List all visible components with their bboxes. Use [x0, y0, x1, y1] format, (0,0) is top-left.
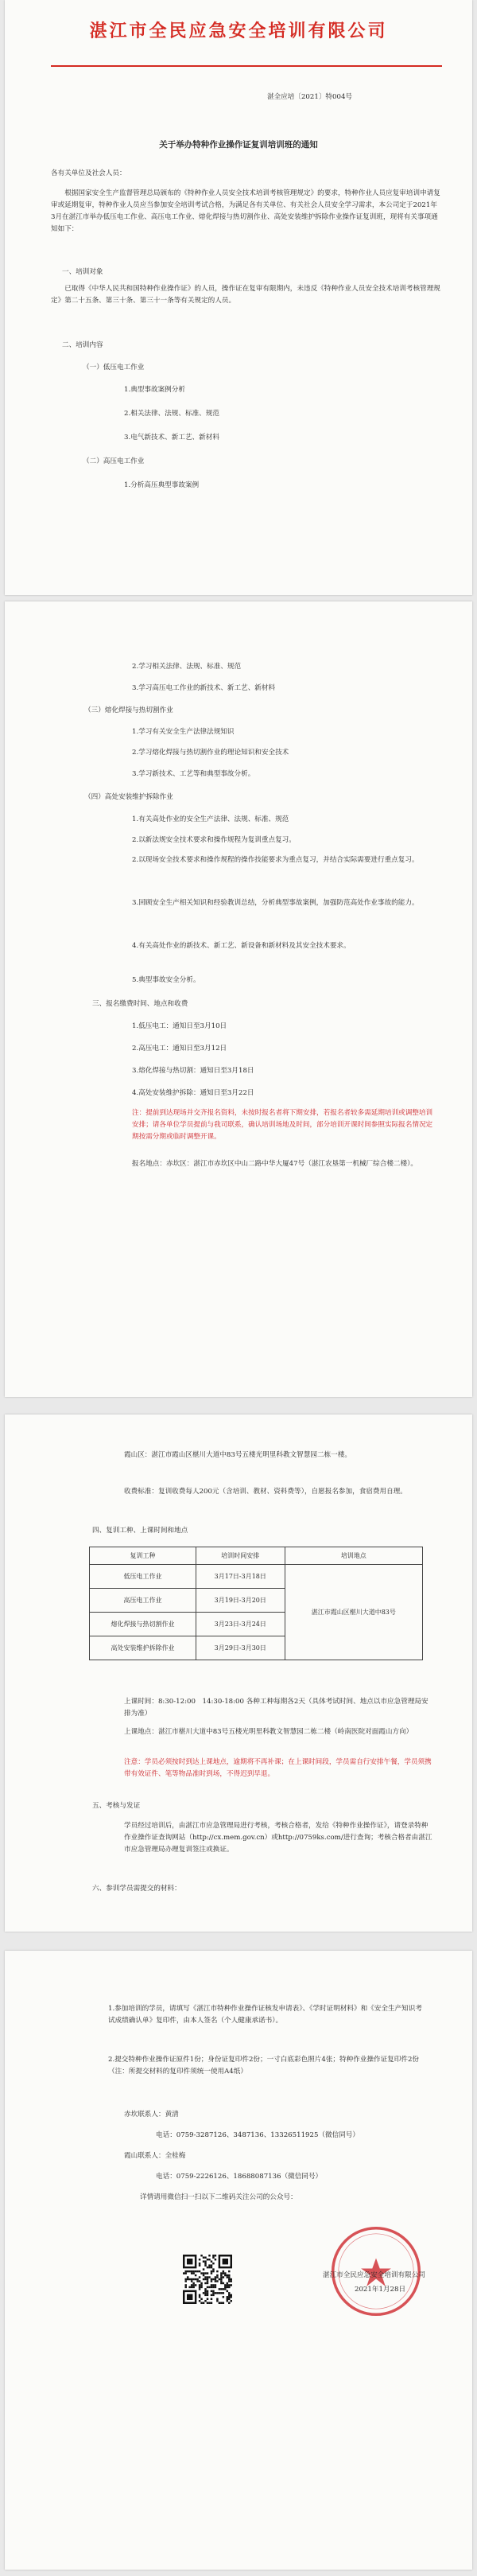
registration-warning: 注：提前到达现场并交齐报名资料，未按时报名者将下期安排，若报名者较多需延期培训或调整培训安排；请各单位学员提前与我司联系，确认培训场地及时间，部分培训开课时间参照实际报名情况定期按需分期或临时调整开课。 [132, 1109, 433, 1141]
p2-subheading-3: （三）熔化焊接与热切割作业 [84, 706, 173, 714]
p2-line-10: 2.以现场安全技术要求和操作规程的操作技能要求为重点复习，并结合实际需要进行重点复习。 [132, 856, 419, 864]
cell-type: 熔化焊接与热切割作业 [90, 1613, 196, 1636]
notice-title: 关于举办特种作业操作证复训培训班的通知 [159, 140, 318, 150]
cell-type: 高压电工作业 [90, 1589, 196, 1613]
cell-type: 高处安装维护拆除作业 [90, 1636, 196, 1660]
table-row [90, 1565, 423, 1589]
section-3-heading: 三、报名缴费时间、地点和收费 [92, 1000, 188, 1008]
p2-line-4: 1.学习有关安全生产法律法规知识 [132, 728, 235, 736]
p2-line-5: 2.学习熔化焊接与热切割作业的理论知识和安全技术 [132, 749, 289, 757]
section-1-heading: 一、培训对象 [62, 268, 103, 276]
section-2a-item-2: 2.相关法律、法规、标准、规范 [124, 410, 219, 418]
p2-line-11: 3.回顾安全生产相关知识和经验教训总结，分析典型事故案例，加强防范高处作业事故的能力。 [132, 899, 419, 907]
section-5-heading: 五、考核与发证 [92, 1802, 141, 1810]
section-1-text: 已取得《中华人民共和国特种作业操作证》的人员，操作证在复审有限期内，未违反《特种作业人员安全技术培训考核管理规定》第二十五条、第三十条、第三十一条等有关规定的人员。 [51, 285, 440, 305]
section-2a-heading: （一）低压电工作业 [83, 364, 145, 372]
fee-standard: 收费标准：复训收费每人200元（含培训、教材、资料费等），自愿报名参加，食宿费用自理。 [124, 1488, 407, 1496]
p2-line-12: 4.有关高处作业的新技术、新工艺、新设备和新材料及其安全技术要求。 [132, 942, 351, 950]
org-letterhead-title: 湛江市全民应急安全培训有限公司 [89, 21, 388, 41]
registration-address-text: 赤坎区：湛江市赤坎区中山二路中华大厦47号（湛江农垦第一机械厂综合楼二楼）。 [165, 1160, 417, 1168]
attendance-notice: 注意：学员必须按时到达上课地点，逾期将不再补课；在上课时间段，学员需自行安排午餐，学员须携带有效证件、笔等物品准时到场，不得迟到早退。 [124, 1758, 432, 1778]
materials-item-2: 2.提交特种作业操作证原件1份；身份证复印件2份；一寸白底彩色照片4张；特种作业操作证复印件2份（注：所提交材料的复印件须统一使用A4纸） [108, 2056, 420, 2076]
cell-time: 3月17日-3月18日 [196, 1565, 285, 1589]
section-2-heading: 二、培训内容 [62, 341, 103, 349]
signature-company: 湛江市全民应急安全培训有限公司 [323, 2271, 425, 2279]
xiashan-address: 霞山区：湛江市霞山区椹川大道中83号五楼光明里科教文智慧园二栋一楼。 [124, 1451, 351, 1459]
p2-line-6: 3.学习新技术、工艺等和典型事故分析。 [132, 770, 255, 778]
deadline-heights: 4.高处安装维护拆除：通知日至3月22日 [132, 1089, 254, 1097]
materials-item-1: 1.参加培训的学员，请填写《湛江市特种作业操作证核发申请表》、《学时证明材料》和《安全生产知识考试成绩确认单》复印件，由本人签名（个人健康承诺书）。 [108, 2005, 422, 2025]
p2-line-2: 3.学习高压电工作业的新技术、新工艺、新材料 [132, 684, 276, 692]
p2-line-8: 1.有关高处作业的安全生产法律、法规、标准、规范 [132, 815, 289, 823]
chikan-contact-phone: 电话：0759-3287126、3487136、13326511925（微信同号） [156, 2131, 359, 2139]
class-time: 上课时间：8:30-12:00 14:30-18:00 各种工种每期各2天（具体考试时间、地点以市应急管理局安排为准） [124, 1698, 429, 1718]
document-page-3 [5, 1414, 472, 1932]
deadline-welding: 3.熔化焊接与热切割：通知日至3月18日 [132, 1067, 254, 1075]
document-page-1 [5, 0, 472, 595]
chikan-contact-label: 赤坎联系人：黄清 [124, 2111, 179, 2119]
greeting: 各有关单位及社会人员： [51, 169, 126, 177]
cell-time: 3月23日-3月24日 [196, 1613, 285, 1636]
section-2a-item-1: 1.典型事故案例分析 [124, 386, 185, 394]
schedule-table-header-row [90, 1547, 423, 1565]
schedule-table [89, 1547, 423, 1660]
cell-location: 湛江市霞山区椹川大道中83号 [285, 1565, 422, 1660]
wechat-instruction: 详情请用微信扫一扫以下二维码关注公司的公众号： [140, 2193, 297, 2201]
deadline-high-voltage: 2.高压电工：通知日至3月12日 [132, 1045, 227, 1053]
p2-line-1: 2.学习相关法律、法规、标准、规范 [132, 663, 242, 671]
section-2b-heading: （二）高压电工作业 [83, 457, 145, 465]
document-page-2 [5, 601, 472, 1397]
deadline-low-voltage: 1.低压电工：通知日至3月10日 [132, 1022, 227, 1030]
col-header-location: 培训地点 [285, 1547, 422, 1565]
cell-time: 3月19日-3月20日 [196, 1589, 285, 1613]
doc-number: 湛全应培〔2021〕特004号 [267, 93, 353, 101]
signature-date: 2021年1月28日 [355, 2286, 406, 2294]
xiashan-contact-phone: 电话：0759-2226126、18688087136（微信同号） [156, 2173, 323, 2181]
cell-type: 低压电工作业 [90, 1565, 196, 1589]
section-2a-item-3: 3.电气新技术、新工艺、新材料 [124, 434, 219, 442]
p2-subheading-4: （四）高处安装维护拆除作业 [84, 793, 173, 801]
intro-paragraph: 根据国家安全生产监督管理总局颁布的《特种作业人员安全技术培训考核管理规定》的要求，特种作业人员应复审培训申请复审或延期复审，特种作业人员应当参加安全培训考试合格，为满足各有关单位、有关社会人员安全学习需求，本公司定于2021年3月在湛江市举办低压电工作业、高压电工作业、熔化焊接与热切割作业、高处安装维护拆除作业操作证复训班，现将有关事项通知如下： [51, 189, 440, 233]
col-header-type: 复训工种 [90, 1547, 196, 1565]
class-venue: 上课地点：湛江市椹川大道中83号五楼光明里科教文智慧园二栋二楼（岭南医院对面霞山方向） [124, 1728, 413, 1736]
section-5-text: 学员经过培训后，由湛江市应急管理局进行考核，考核合格者，发给《特种作业操作证》，请登录特种作业操作证查询网站（http://cx.mem.gov.cn）或http://0759ks.com/进行查询；考核合格者由湛江市应急管理局办理复训签注或换证。 [124, 1822, 432, 1854]
registration-address [132, 1158, 434, 1170]
cell-time: 3月29日-3月30日 [196, 1636, 285, 1660]
p2-line-13: 5.典型事故安全分析。 [132, 976, 200, 984]
section-4-heading: 四、复训工种、上课时间和地点 [92, 1527, 188, 1535]
letterhead-rule [51, 65, 442, 67]
wechat-qr-code-icon [183, 2255, 232, 2304]
col-header-time: 培训时间安排 [196, 1547, 285, 1565]
document-page-4 [5, 1951, 472, 2570]
section-2b-item-1: 1.分析高压典型事故案例 [124, 481, 200, 489]
registration-address-label: 报名地点： [132, 1160, 166, 1168]
section-6-heading: 六、参训学员需提交的材料： [92, 1885, 181, 1893]
xiashan-contact-label: 霞山联系人：全桂梅 [124, 2152, 186, 2160]
p2-line-9: 2.以新法规安全技术要求和操作规程为复训重点复习。 [132, 836, 296, 844]
